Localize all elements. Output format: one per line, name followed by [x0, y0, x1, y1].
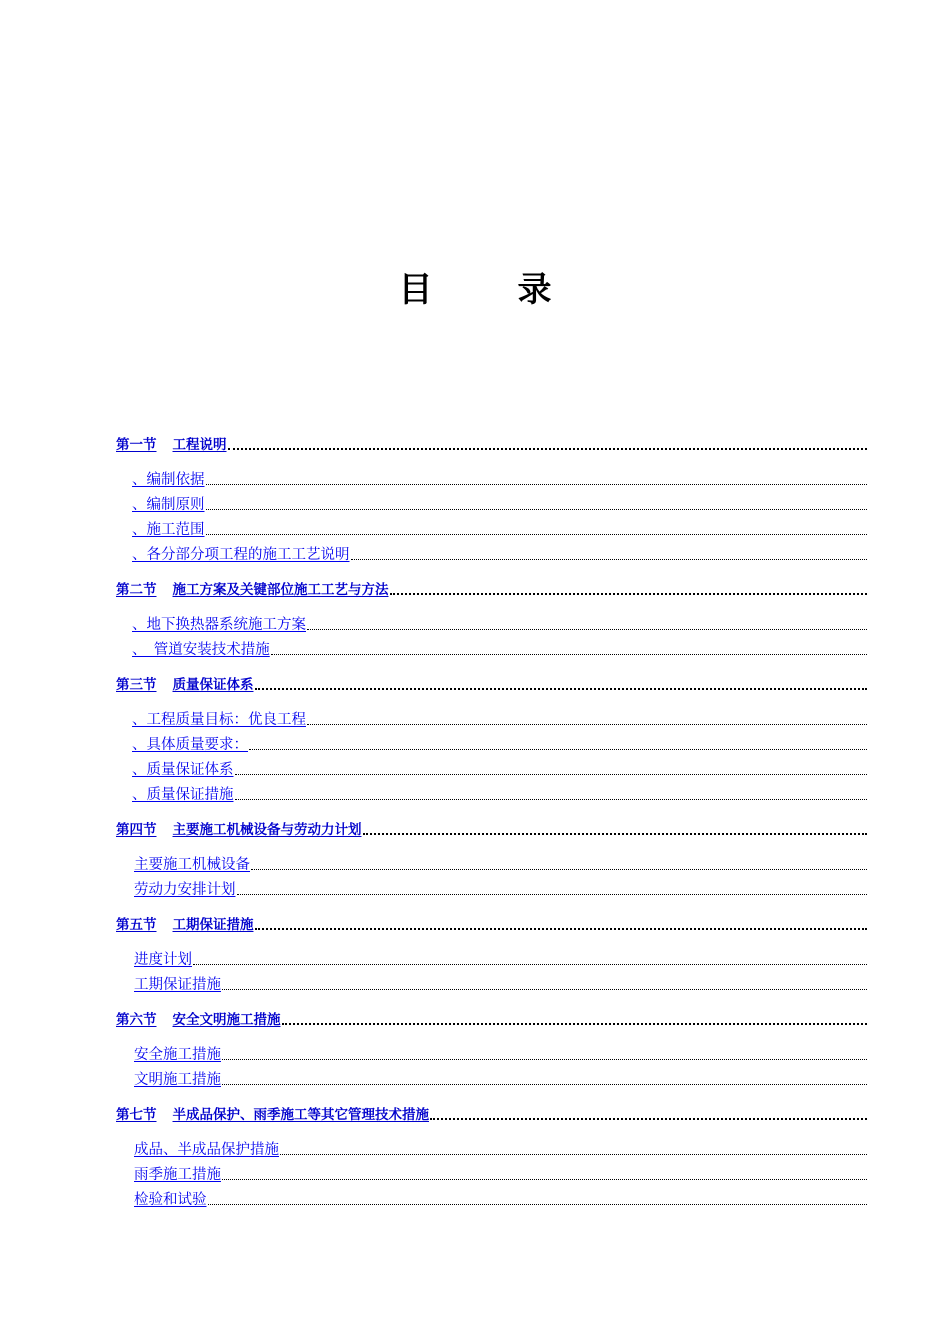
toc-item[interactable] [116, 1134, 867, 1159]
toc-item[interactable] [116, 729, 867, 754]
toc-item-link[interactable]: 成品、半成品保护措施 [134, 1142, 279, 1158]
leader-dots [193, 963, 867, 965]
toc-item-link[interactable]: 雨季施工措施 [134, 1167, 221, 1183]
toc-item-link[interactable]: 、各分部分项工程的施工工艺说明 [132, 547, 350, 563]
leader-dots [222, 1083, 867, 1085]
toc-section-link[interactable]: 第二节 施工方案及关键部位施工工艺与方法 [116, 582, 389, 598]
toc-item[interactable] [116, 539, 867, 564]
leader-dots [208, 1203, 868, 1205]
toc-section-link[interactable]: 第四节 主要施工机械设备与劳动力计划 [116, 822, 362, 838]
leader-dots [363, 832, 868, 835]
toc-item-link[interactable]: 、编制原则 [132, 497, 205, 513]
toc-item-link[interactable]: 、工程质量目标：优良工程 [132, 712, 306, 728]
title-char-1: 目 [398, 270, 433, 310]
toc-item-link[interactable]: 、施工范围 [132, 522, 205, 538]
toc-section-7[interactable] [116, 1099, 867, 1124]
toc-section-6[interactable] [116, 1004, 867, 1029]
toc-item-link[interactable]: 、具体质量要求： [132, 737, 248, 753]
toc-item-link[interactable]: 主要施工机械设备 [134, 857, 250, 873]
toc-section-link[interactable]: 第三节 质量保证体系 [116, 677, 254, 693]
toc-section-link[interactable]: 第七节 半成品保护、雨季施工等其它管理技术措施 [116, 1107, 429, 1123]
toc-section-4[interactable] [116, 814, 867, 839]
toc-item-link[interactable]: 工期保证措施 [134, 977, 221, 993]
leader-dots [430, 1117, 867, 1120]
leader-dots [351, 558, 868, 560]
toc-item[interactable] [116, 779, 867, 804]
toc-item[interactable] [116, 944, 867, 969]
toc-section-3[interactable] [116, 669, 867, 694]
leader-dots [249, 748, 867, 750]
toc-item[interactable] [116, 849, 867, 874]
toc-item[interactable] [116, 609, 867, 634]
toc-item[interactable] [116, 874, 867, 899]
toc-section-link[interactable]: 第一节 工程说明 [116, 437, 227, 453]
leader-dots [255, 687, 868, 690]
toc-item-link[interactable]: 、 管道安装技术措施 [132, 642, 270, 658]
page-title [0, 266, 950, 314]
leader-dots [222, 1178, 867, 1180]
leader-dots [390, 592, 868, 595]
leader-dots [271, 653, 867, 655]
leader-dots [280, 1153, 867, 1155]
toc-item[interactable] [116, 514, 867, 539]
toc-item-link[interactable]: 劳动力安排计划 [134, 882, 236, 898]
toc-item[interactable] [116, 754, 867, 779]
toc-item-link[interactable]: 、地下换热器系统施工方案 [132, 617, 306, 633]
leader-dots [237, 893, 868, 895]
leader-dots [235, 773, 868, 775]
toc-item[interactable] [116, 1184, 867, 1209]
toc-item[interactable] [116, 1039, 867, 1064]
toc-item-link[interactable]: 安全施工措施 [134, 1047, 221, 1063]
leader-dots [251, 868, 867, 870]
leader-dots [206, 508, 868, 510]
leader-dots [222, 988, 867, 990]
leader-dots [228, 447, 868, 450]
toc-item[interactable] [116, 969, 867, 994]
toc-section-1[interactable] [116, 429, 867, 454]
toc-item[interactable] [116, 464, 867, 489]
toc-item[interactable] [116, 704, 867, 729]
leader-dots [222, 1058, 867, 1060]
toc-section-2[interactable] [116, 574, 867, 599]
toc-item-link[interactable]: 、质量保证措施 [132, 787, 234, 803]
toc-item-link[interactable]: 文明施工措施 [134, 1072, 221, 1088]
toc-item[interactable] [116, 634, 867, 659]
toc-item[interactable] [116, 489, 867, 514]
leader-dots [282, 1022, 868, 1025]
toc-section-5[interactable] [116, 909, 867, 934]
leader-dots [307, 723, 867, 725]
toc-item-link[interactable]: 、编制依据 [132, 472, 205, 488]
title-char-2: 录 [517, 270, 552, 310]
toc-item[interactable] [116, 1159, 867, 1184]
leader-dots [235, 798, 868, 800]
toc-item-link[interactable]: 进度计划 [134, 952, 192, 968]
leader-dots [307, 628, 867, 630]
toc-item[interactable] [116, 1064, 867, 1089]
toc-section-link[interactable]: 第五节 工期保证措施 [116, 917, 254, 933]
table-of-contents [116, 429, 867, 1209]
toc-section-link[interactable]: 第六节 安全文明施工措施 [116, 1012, 281, 1028]
leader-dots [206, 533, 868, 535]
toc-item-link[interactable]: 检验和试验 [134, 1192, 207, 1208]
leader-dots [206, 483, 868, 485]
leader-dots [255, 927, 868, 930]
toc-item-link[interactable]: 、质量保证体系 [132, 762, 234, 778]
